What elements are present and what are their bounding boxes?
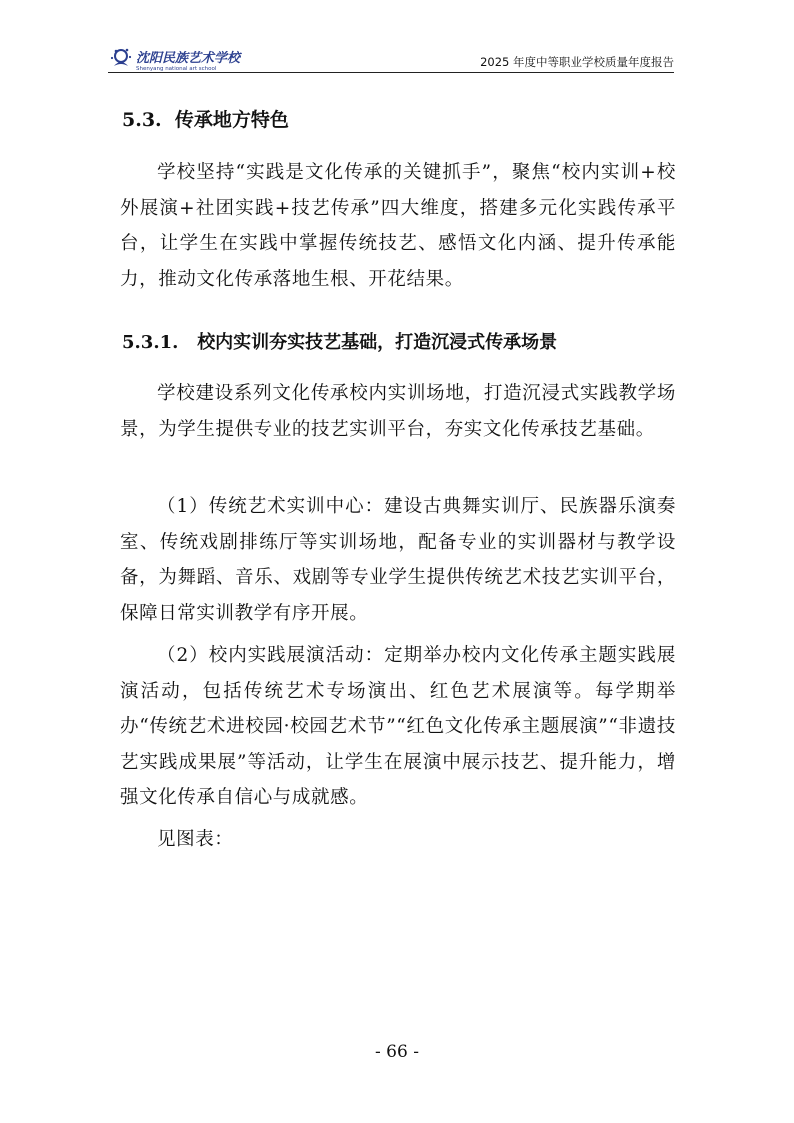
subsection-title: 校内实训夯实技艺基础，打造沉浸式传承场景 bbox=[197, 332, 558, 353]
logo-text: 沈阳民族艺术学校 bbox=[136, 51, 241, 66]
section-intro-paragraph: 学校坚持“实践是文化传承的关键抓手”，聚焦“校内实训+校外展演+社团实践+技艺传承”四大维度，搭建多元化实践传承平台，让学生在实践中掌握传统技艺、感悟文化内涵、提升传承能力，推动文化传承落地生根、开花结果。 bbox=[120, 162, 676, 290]
subsection-number: 5.3.1. bbox=[122, 332, 179, 353]
page-header bbox=[108, 40, 674, 74]
figure-reference: 见图表： bbox=[157, 829, 234, 850]
report-title: 2025 年度中等职业学校质量年度报告 bbox=[480, 55, 674, 69]
header-divider bbox=[108, 72, 674, 73]
body-paragraph: （1）传统艺术实训中心：建设古典舞实训厅、民族器乐演奏室、传统戏剧排练厅等实训场地，配备专业的实训器材与教学设备，为舞蹈、音乐、戏剧等专业学生提供传统艺术技艺实训平台，保障日常实训教学有序开展。 bbox=[120, 496, 676, 624]
body-paragraph: （2）校内实践展演活动：定期举办校内文化传承主题实践展演活动，包括传统艺术专场演出、红色艺术展演等。每学期举办“传统艺术进校园·校园艺术节”“红色文化传承主题展演”“非遗技艺实践成果展”等活动，让学生在展演中展示技艺、提升能力，增强文化传承自信心与成就感。 bbox=[120, 645, 676, 808]
page-number: - 66 - bbox=[375, 1042, 419, 1062]
subsection-heading bbox=[122, 328, 557, 354]
section-title: 传承地方特色 bbox=[174, 109, 289, 131]
section-number: 5.3. bbox=[122, 109, 162, 131]
body-paragraph: 学校建设系列文化传承校内实训场地，打造沉浸式实践教学场景，为学生提供专业的技艺实训平台，夯实文化传承技艺基础。 bbox=[120, 383, 676, 440]
school-logo bbox=[110, 46, 260, 72]
section-heading bbox=[122, 105, 289, 132]
logo-subtext: Shenyang national art school bbox=[136, 66, 217, 72]
